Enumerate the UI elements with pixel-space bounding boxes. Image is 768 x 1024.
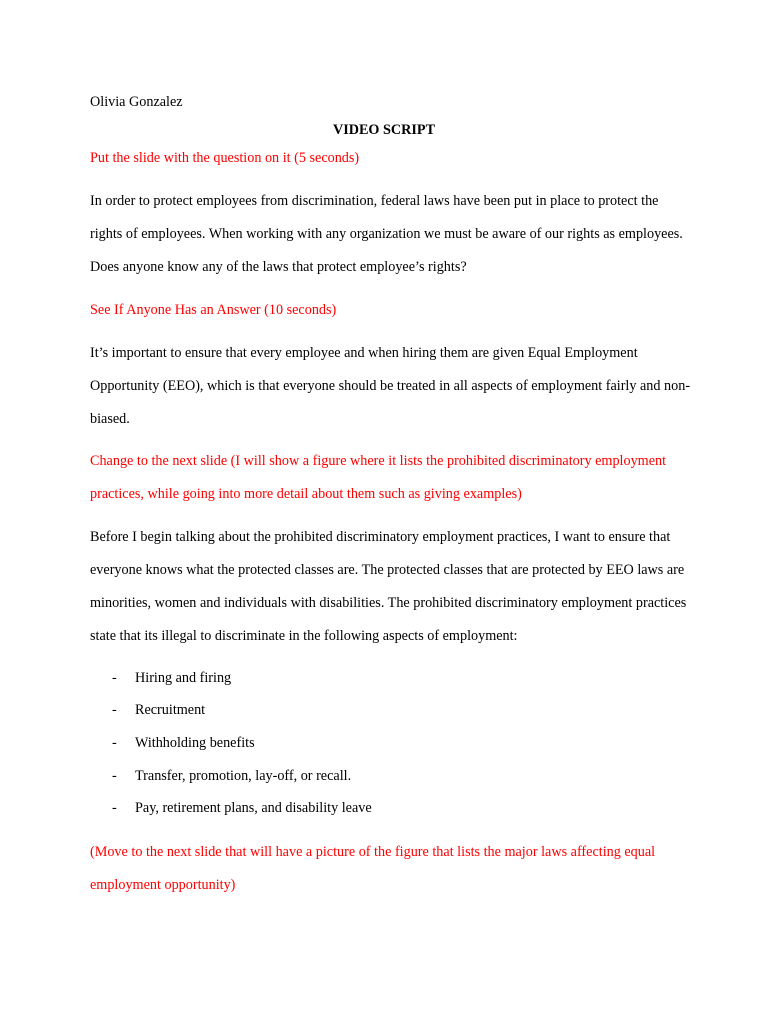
list-item-text: Transfer, promotion, lay-off, or recall. — [135, 768, 352, 784]
list-item-text: Withholding benefits — [135, 735, 255, 751]
paragraph-3-line-2: everyone knows what the protected classes are. The protected classes that are protected by EEO laws are — [90, 562, 685, 578]
paragraph-1-line-2: rights of employees. When working with any organization we must be aware of our rights as employees. — [90, 226, 683, 242]
paragraph-2-line-1: It’s important to ensure that every employee and when hiring them are given Equal Employment — [90, 345, 638, 361]
bullet-dash: - — [112, 768, 117, 784]
list-item-text: Recruitment — [135, 702, 206, 718]
author-name: Olivia Gonzalez — [90, 94, 183, 110]
bullet-dash: - — [112, 702, 117, 718]
paragraph-2-line-3: biased. — [90, 411, 130, 427]
bullet-dash: - — [112, 735, 117, 751]
stage-direction-2: See If Anyone Has an Answer (10 seconds) — [90, 302, 337, 318]
stage-direction-3-line-2: practices, while going into more detail about them such as giving examples) — [90, 486, 522, 502]
bullet-dash: - — [112, 800, 117, 816]
stage-direction-4-line-2: employment opportunity) — [90, 877, 236, 893]
paragraph-1-line-1: In order to protect employees from discrimination, federal laws have been put in place to protect the — [90, 193, 659, 209]
paragraph-3-line-3: minorities, women and individuals with disabilities. The prohibited discriminatory employment practices — [90, 595, 687, 611]
paragraph-2-line-2: Opportunity (EEO), which is that everyone should be treated in all aspects of employment fairly and non- — [90, 378, 691, 394]
paragraph-1-line-3: Does anyone know any of the laws that protect employee’s rights? — [90, 259, 467, 275]
paragraph-3-line-1: Before I begin talking about the prohibited discriminatory employment practices, I want to ensure that — [90, 529, 671, 545]
paragraph-3-line-4: state that its illegal to discriminate in the following aspects of employment: — [90, 628, 518, 644]
stage-direction-3-line-1: Change to the next slide (I will show a figure where it lists the prohibited discriminatory employment — [90, 453, 667, 469]
list-item-text: Hiring and firing — [135, 670, 232, 686]
list-item-text: Pay, retirement plans, and disability leave — [135, 800, 372, 816]
stage-direction-1: Put the slide with the question on it (5 seconds) — [90, 150, 360, 166]
bullet-dash: - — [112, 670, 117, 686]
stage-direction-4-line-1: (Move to the next slide that will have a picture of the figure that lists the major laws affecting equal — [90, 844, 656, 860]
document-title: VIDEO SCRIPT — [332, 122, 436, 138]
